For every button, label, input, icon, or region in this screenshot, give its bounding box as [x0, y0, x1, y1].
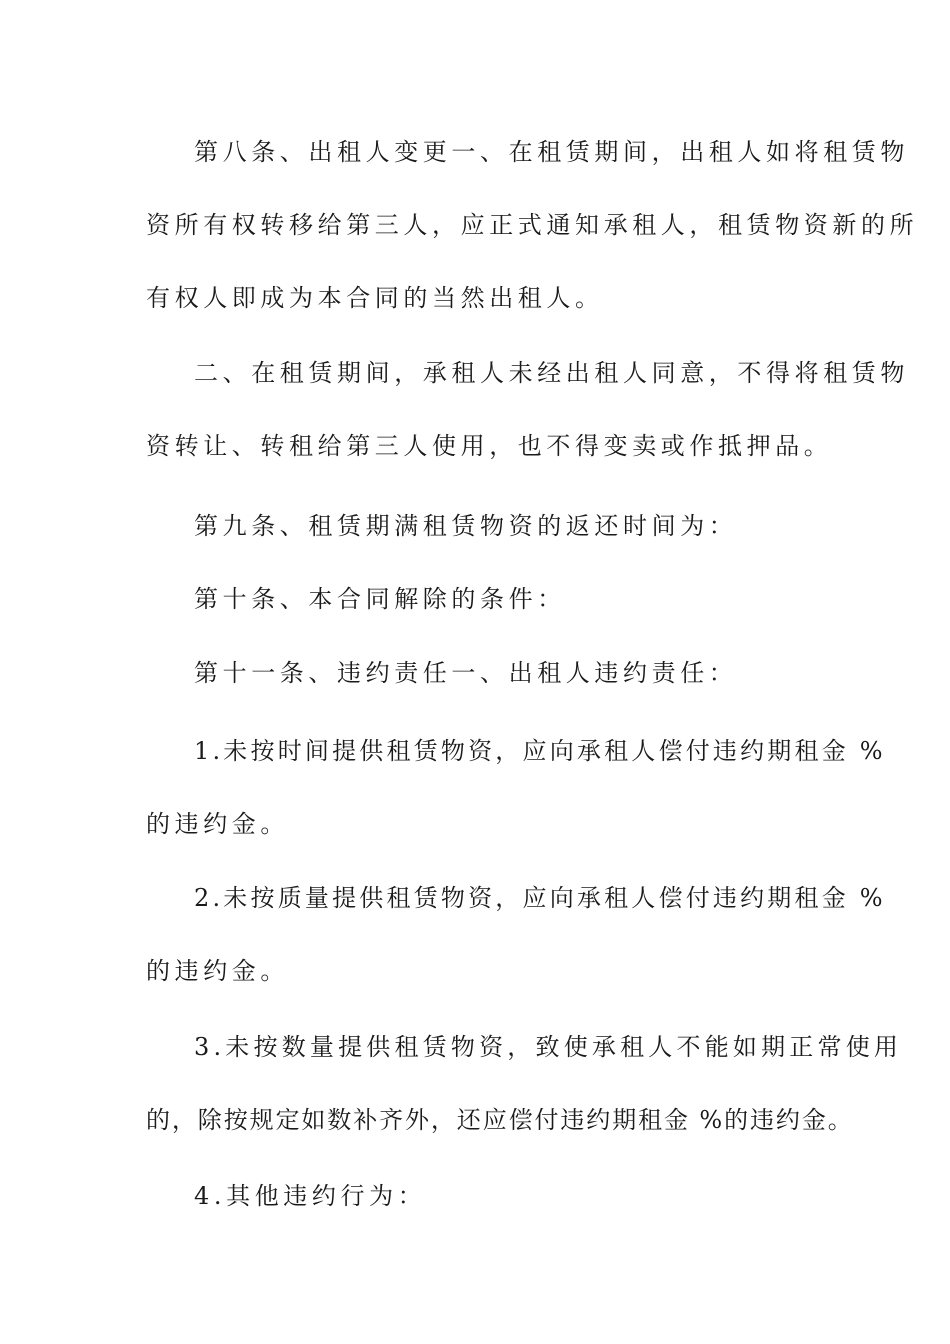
article-10-line: 第十条、本合同解除的条件：	[194, 585, 566, 613]
item-3-line-2: 的，除按规定如数补齐外，还应偿付违约期租金 %的违约金。	[146, 1106, 854, 1134]
item-1-line-1: 1.未按时间提供租赁物资，应向承租人偿付违约期租金 %	[194, 737, 886, 765]
item-2-line-1: 2.未按质量提供租赁物资，应向承租人偿付违约期租金 %	[194, 884, 886, 912]
article-11-line: 第十一条、违约责任一、出租人违约责任：	[194, 659, 738, 687]
article-8-line-1: 第八条、出租人变更一、在租赁期间，出租人如将租赁物	[194, 138, 909, 166]
item-2-line-2: 的违约金。	[146, 957, 289, 985]
item-3-line-1: 3.未按数量提供租赁物资，致使承租人不能如期正常使用	[194, 1033, 903, 1061]
item-4-line: 4.其他违约行为：	[194, 1182, 427, 1210]
article-8-clause-2-line-2: 资转让、转租给第三人使用，也不得变卖或作抵押品。	[146, 432, 833, 460]
article-8-clause-2-line-1: 二、在租赁期间，承租人未经出租人同意，不得将租赁物	[194, 359, 909, 387]
article-9-line: 第九条、租赁期满租赁物资的返还时间为：	[194, 512, 738, 540]
article-8-line-3: 有权人即成为本合同的当然出租人。	[146, 284, 604, 312]
article-8-line-2: 资所有权转移给第三人，应正式通知承租人，租赁物资新的所	[146, 211, 919, 239]
item-1-line-2: 的违约金。	[146, 810, 289, 838]
